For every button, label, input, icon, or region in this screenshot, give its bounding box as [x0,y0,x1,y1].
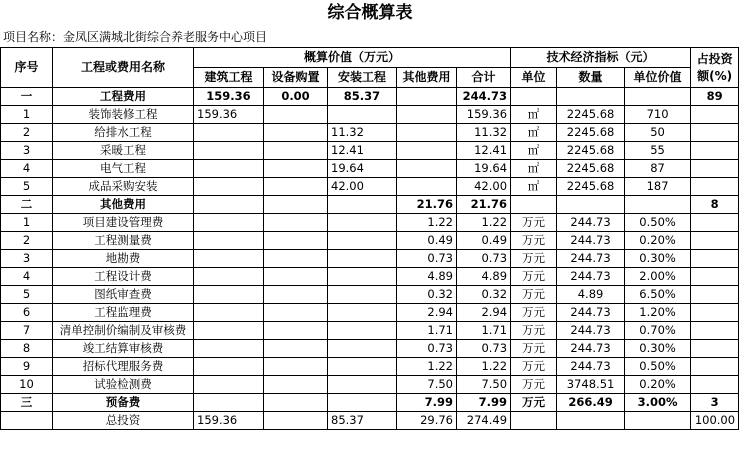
cell-total: 0.32 [457,286,511,304]
header-share: 占投资额(%) [691,48,739,88]
table-row [1,358,739,376]
cell-unit-price: 50 [625,124,691,142]
table-row [1,124,739,142]
cell-install [328,268,397,286]
cell-qty: 244.73 [557,232,625,250]
cell-name: 招标代理服务费 [53,358,194,376]
cell-name: 总投资 [53,412,194,430]
cell-qty: 2245.68 [557,142,625,160]
cell-equip [264,250,328,268]
cell-unit [511,196,557,214]
cell-unit [511,88,557,106]
cell-seq: 3 [1,250,53,268]
cell-total: 0.49 [457,232,511,250]
cell-build [194,268,264,286]
cell-build: 159.36 [194,88,264,106]
cell-build [194,358,264,376]
cell-unit: 万元 [511,340,557,358]
cell-build [194,394,264,412]
table-row [1,88,739,106]
cell-total: 21.76 [457,196,511,214]
cell-other: 0.73 [397,250,457,268]
cell-install [328,196,397,214]
cell-share: 3 [691,394,739,412]
cell-share [691,214,739,232]
cell-seq: 2 [1,124,53,142]
cell-equip [264,178,328,196]
cell-name: 竣工结算审核费 [53,340,194,358]
cell-unit: 万元 [511,322,557,340]
cell-seq: 10 [1,376,53,394]
cell-install: 12.41 [328,142,397,160]
header-group-tech: 技术经济指标（元） [511,48,691,68]
cell-share [691,142,739,160]
cell-equip [264,214,328,232]
cell-other [397,106,457,124]
cell-qty: 4.89 [557,286,625,304]
table-row [1,178,739,196]
header-build: 建筑工程 [194,68,264,88]
cell-equip [264,358,328,376]
cell-seq: 4 [1,160,53,178]
table-row [1,160,739,178]
cell-build [194,196,264,214]
table-row [1,196,739,214]
cell-qty: 2245.68 [557,178,625,196]
cell-equip [264,142,328,160]
cell-seq: 4 [1,268,53,286]
table-row [1,412,739,430]
table-row [1,394,739,412]
cell-install [328,250,397,268]
cell-unit-price [625,412,691,430]
cell-share [691,340,739,358]
cell-equip [264,106,328,124]
cell-unit: 万元 [511,358,557,376]
cell-total: 19.64 [457,160,511,178]
cell-unit: 万元 [511,376,557,394]
cell-seq: 2 [1,232,53,250]
cell-unit-price [625,88,691,106]
cell-seq: 3 [1,142,53,160]
cell-qty [557,196,625,214]
cell-build [194,142,264,160]
table-row [1,304,739,322]
cell-install [328,232,397,250]
cell-other: 0.73 [397,340,457,358]
cell-qty: 244.73 [557,304,625,322]
cell-total: 274.49 [457,412,511,430]
cell-install [328,286,397,304]
cell-name: 项目建设管理费 [53,214,194,232]
header-unit: 单位 [511,68,557,88]
header-seq: 序号 [1,48,53,88]
table-row [1,250,739,268]
cell-name: 工程费用 [53,88,194,106]
header-unit-price: 单位价值 [625,68,691,88]
cell-total: 7.99 [457,394,511,412]
cell-qty: 244.73 [557,340,625,358]
cell-other: 0.32 [397,286,457,304]
cell-total: 2.94 [457,304,511,322]
cell-qty: 2245.68 [557,124,625,142]
cell-share [691,106,739,124]
cell-unit: 万元 [511,214,557,232]
cell-other: 7.99 [397,394,457,412]
cell-share [691,160,739,178]
cell-total: 42.00 [457,178,511,196]
cell-share [691,178,739,196]
header-qty: 数量 [557,68,625,88]
cell-other: 29.76 [397,412,457,430]
cell-other: 1.22 [397,214,457,232]
cell-build [194,286,264,304]
cell-name: 采暖工程 [53,142,194,160]
cell-build [194,322,264,340]
cell-other: 0.49 [397,232,457,250]
cell-total: 1.22 [457,214,511,232]
cell-name: 地勘费 [53,250,194,268]
cell-qty [557,88,625,106]
cell-unit-price: 1.20% [625,304,691,322]
cell-unit: 万元 [511,394,557,412]
cell-qty: 244.73 [557,214,625,232]
cell-total: 159.36 [457,106,511,124]
cell-other [397,88,457,106]
cell-seq: 6 [1,304,53,322]
cell-seq [1,412,53,430]
cell-seq: 5 [1,286,53,304]
page-title: 综合概算表 [327,3,413,23]
cell-other: 1.22 [397,358,457,376]
cell-install [328,322,397,340]
cell-other: 2.94 [397,304,457,322]
project-name-label: 项目名称：金凤区满城北街综合养老服务中心项目 [3,30,268,44]
table-row [1,106,739,124]
cell-equip [264,340,328,358]
cell-total: 1.22 [457,358,511,376]
cell-unit: 万元 [511,232,557,250]
cell-seq: 一 [1,88,53,106]
cell-share [691,232,739,250]
cell-total: 7.50 [457,376,511,394]
cell-unit-price: 87 [625,160,691,178]
cell-share: 8 [691,196,739,214]
cell-other: 21.76 [397,196,457,214]
cell-share [691,322,739,340]
table-row [1,322,739,340]
cell-other: 7.50 [397,376,457,394]
header-name: 工程或费用名称 [53,48,194,88]
cell-share [691,376,739,394]
cell-name: 装饰装修工程 [53,106,194,124]
table-row [1,142,739,160]
cell-seq: 1 [1,214,53,232]
cell-total: 0.73 [457,340,511,358]
cell-unit: ㎡ [511,160,557,178]
estimate-table [0,47,739,430]
cell-equip [264,376,328,394]
table-row [1,286,739,304]
cell-qty [557,412,625,430]
cell-install [328,106,397,124]
cell-equip: 0.00 [264,88,328,106]
cell-build [194,178,264,196]
cell-build: 159.36 [194,412,264,430]
cell-seq: 8 [1,340,53,358]
table-row [1,376,739,394]
cell-other: 1.71 [397,322,457,340]
cell-unit: 万元 [511,250,557,268]
cell-name: 预备费 [53,394,194,412]
cell-install: 19.64 [328,160,397,178]
cell-unit-price: 710 [625,106,691,124]
cell-unit-price: 0.70% [625,322,691,340]
header-equip: 设备购置 [264,68,328,88]
cell-install [328,376,397,394]
cell-unit-price: 3.00% [625,394,691,412]
cell-share [691,286,739,304]
cell-build [194,250,264,268]
cell-install [328,214,397,232]
cell-equip [264,394,328,412]
cell-build [194,232,264,250]
cell-share [691,268,739,286]
cell-unit-price: 2.00% [625,268,691,286]
cell-share [691,250,739,268]
cell-unit-price: 0.50% [625,214,691,232]
cell-qty: 244.73 [557,268,625,286]
cell-other [397,160,457,178]
cell-name: 清单控制价编制及审核费 [53,322,194,340]
cell-seq: 二 [1,196,53,214]
cell-install [328,358,397,376]
cell-equip [264,268,328,286]
cell-equip [264,196,328,214]
cell-install: 11.32 [328,124,397,142]
cell-name: 成品采购安装 [53,178,194,196]
cell-total: 1.71 [457,322,511,340]
cell-equip [264,304,328,322]
cell-equip [264,412,328,430]
cell-share [691,358,739,376]
table-row [1,268,739,286]
cell-seq: 9 [1,358,53,376]
cell-unit: ㎡ [511,178,557,196]
cell-build [194,340,264,358]
cell-total: 4.89 [457,268,511,286]
cell-qty: 244.73 [557,322,625,340]
cell-unit-price: 6.50% [625,286,691,304]
cell-build [194,304,264,322]
cell-unit: ㎡ [511,124,557,142]
cell-build: 159.36 [194,106,264,124]
cell-name: 工程测量费 [53,232,194,250]
cell-share [691,304,739,322]
cell-build [194,376,264,394]
cell-name: 给排水工程 [53,124,194,142]
cell-share: 89 [691,88,739,106]
cell-other [397,178,457,196]
cell-qty: 244.73 [557,250,625,268]
cell-unit: 万元 [511,304,557,322]
header-total: 合计 [457,68,511,88]
cell-seq: 三 [1,394,53,412]
cell-unit-price: 55 [625,142,691,160]
cell-name: 其他费用 [53,196,194,214]
cell-other [397,142,457,160]
cell-other [397,124,457,142]
cell-total: 11.32 [457,124,511,142]
table-row [1,214,739,232]
header-install: 安装工程 [328,68,397,88]
header-group-value: 概算价值（万元） [194,48,511,68]
cell-unit-price: 0.50% [625,358,691,376]
cell-unit: 万元 [511,286,557,304]
cell-equip [264,160,328,178]
cell-qty: 244.73 [557,358,625,376]
header-other: 其他费用 [397,68,457,88]
cell-install [328,340,397,358]
cell-unit-price: 0.30% [625,340,691,358]
cell-unit-price: 187 [625,178,691,196]
cell-build [194,160,264,178]
cell-seq: 5 [1,178,53,196]
cell-install: 85.37 [328,412,397,430]
cell-seq: 1 [1,106,53,124]
cell-install: 42.00 [328,178,397,196]
cell-total: 244.73 [457,88,511,106]
cell-name: 工程设计费 [53,268,194,286]
cell-equip [264,232,328,250]
cell-name: 试验检测费 [53,376,194,394]
cell-unit-price: 0.20% [625,376,691,394]
cell-share: 100.00 [691,412,739,430]
cell-name: 图纸审查费 [53,286,194,304]
cell-install: 85.37 [328,88,397,106]
cell-unit-price: 0.20% [625,232,691,250]
cell-unit [511,412,557,430]
table-row [1,340,739,358]
cell-build [194,124,264,142]
cell-unit-price [625,196,691,214]
cell-seq: 7 [1,322,53,340]
cell-total: 12.41 [457,142,511,160]
cell-unit: ㎡ [511,106,557,124]
cell-other: 4.89 [397,268,457,286]
cell-total: 0.73 [457,250,511,268]
cell-equip [264,124,328,142]
cell-qty: 2245.68 [557,160,625,178]
cell-equip [264,286,328,304]
cell-equip [264,322,328,340]
cell-unit-price: 0.30% [625,250,691,268]
cell-qty: 3748.51 [557,376,625,394]
cell-unit: 万元 [511,268,557,286]
cell-share [691,124,739,142]
table-row [1,232,739,250]
cell-name: 工程监理费 [53,304,194,322]
cell-qty: 2245.68 [557,106,625,124]
cell-install [328,394,397,412]
cell-name: 电气工程 [53,160,194,178]
cell-unit: ㎡ [511,142,557,160]
cell-qty: 266.49 [557,394,625,412]
cell-install [328,304,397,322]
cell-build [194,214,264,232]
